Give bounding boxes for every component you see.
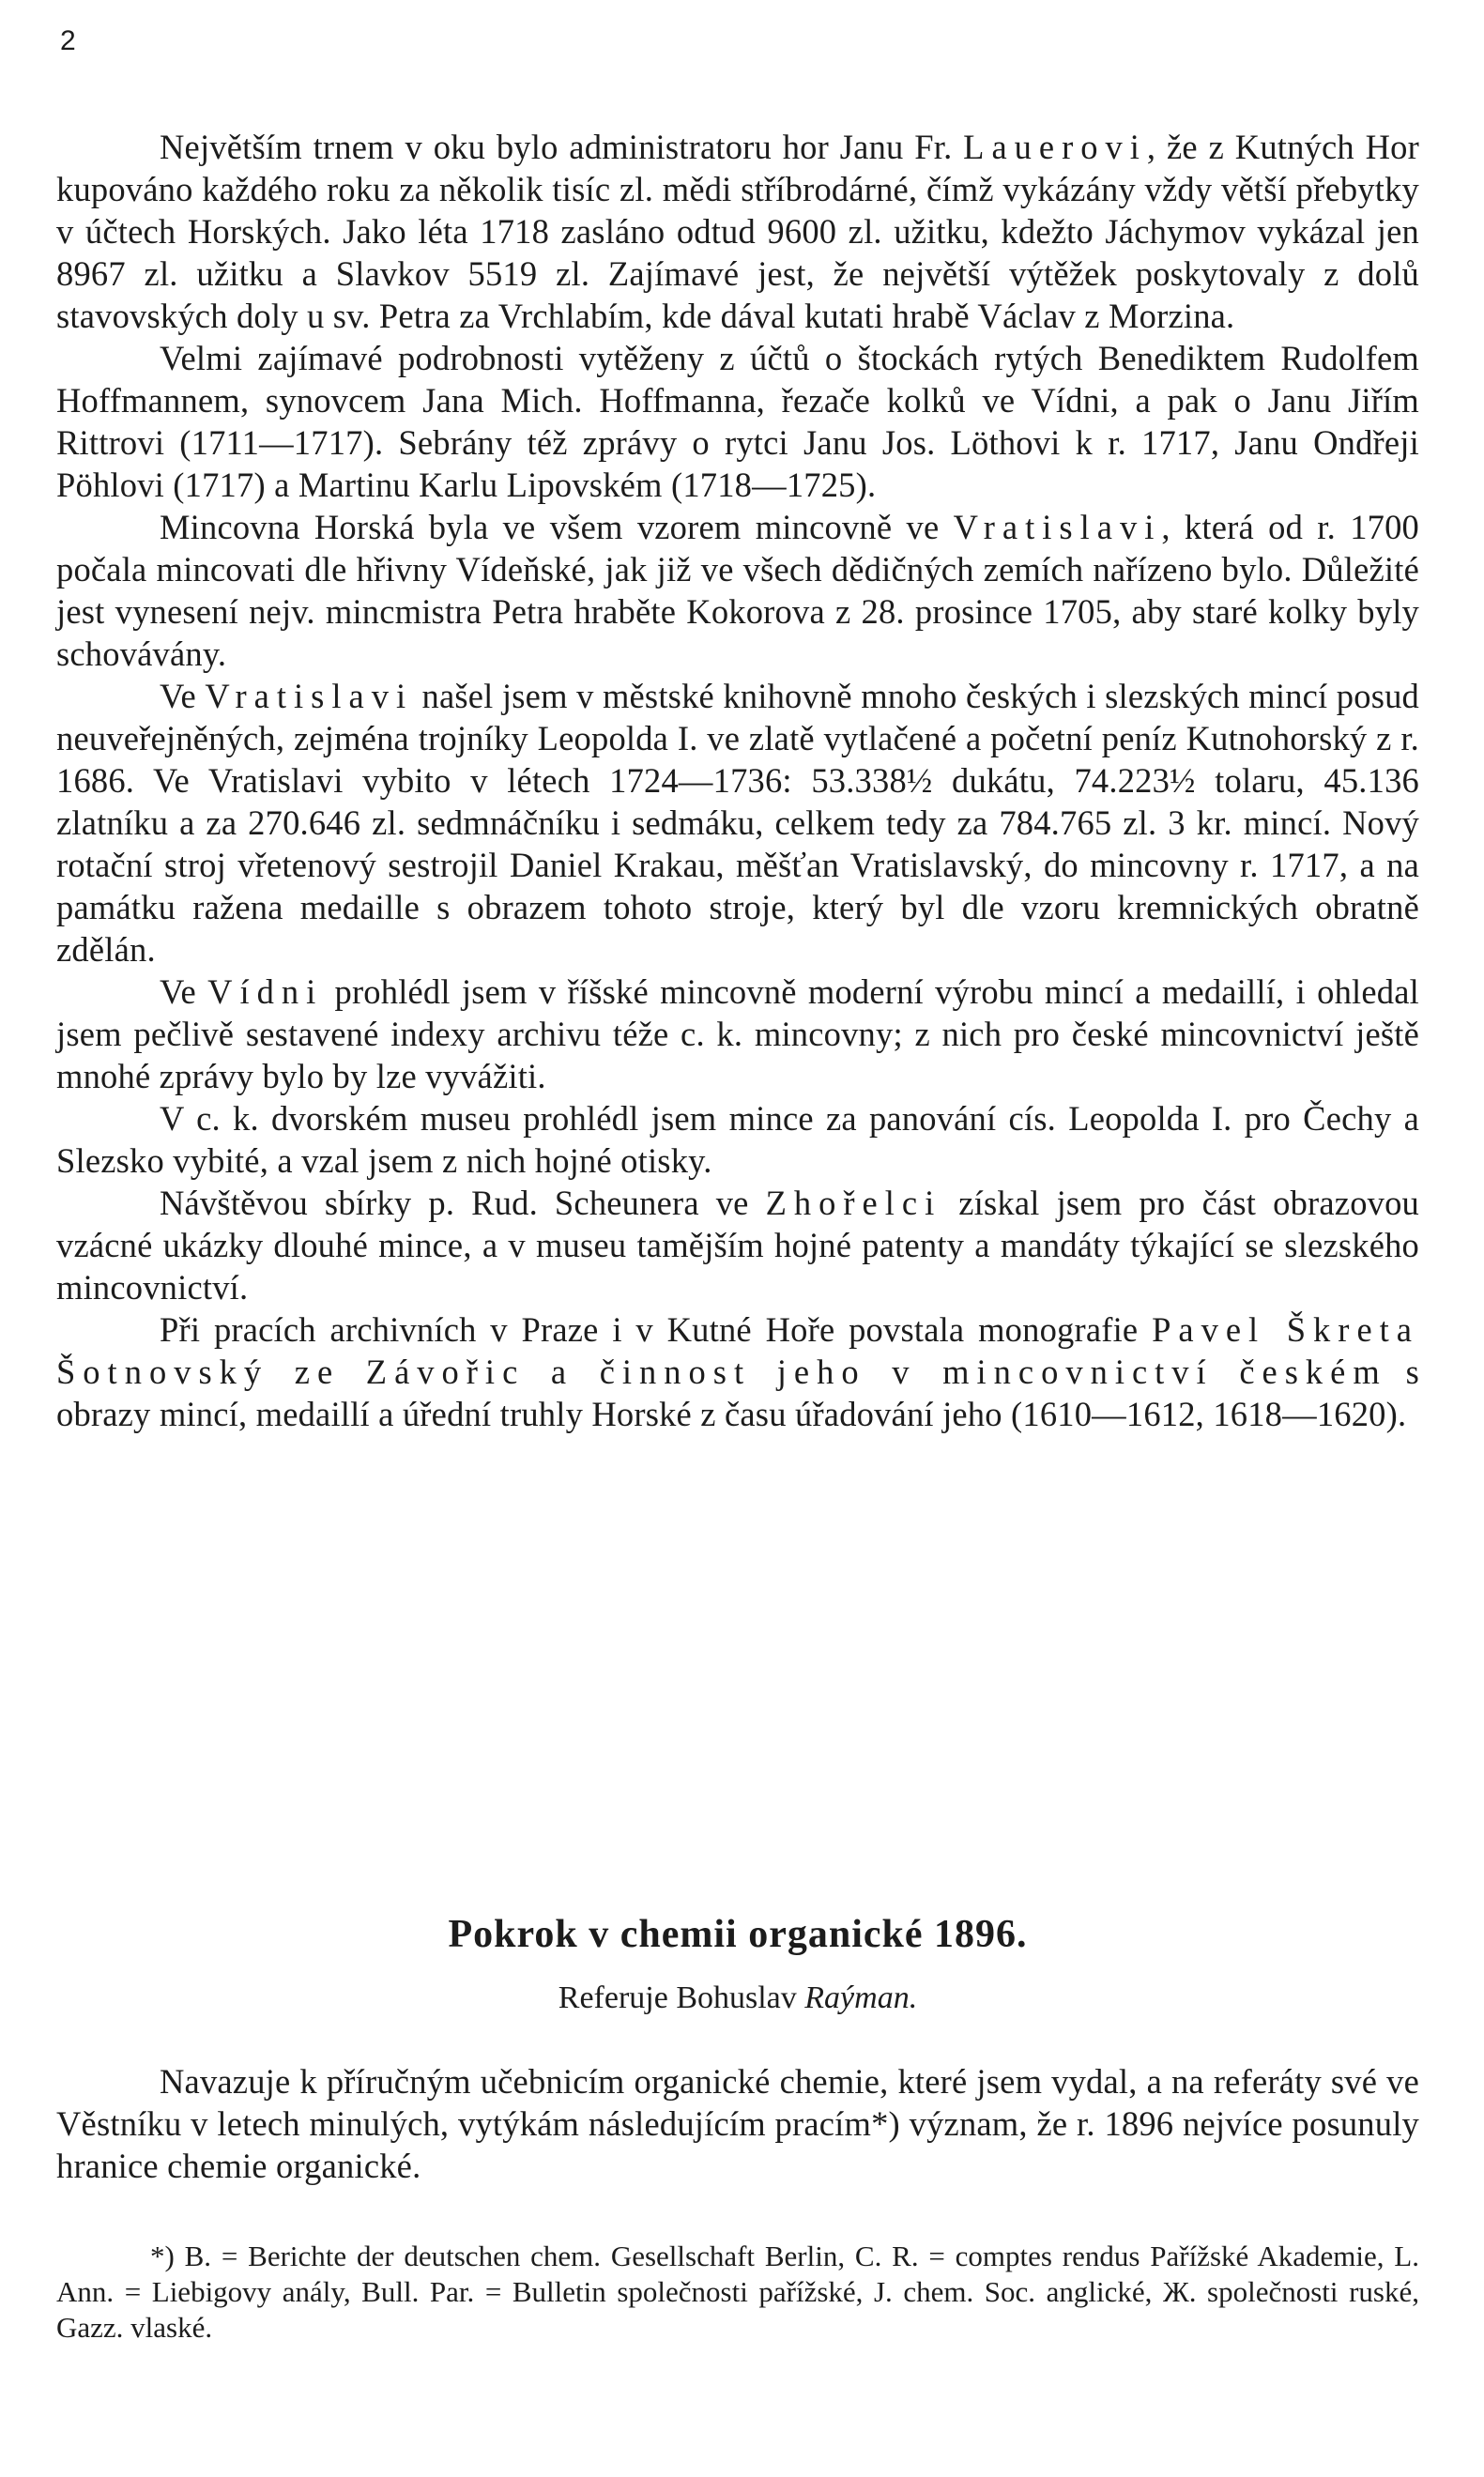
section-author — [56, 1978, 1419, 2019]
article-body — [56, 126, 1419, 1435]
chemistry-section — [56, 1910, 1419, 2187]
paragraph: Mincovna Horská byla ve všem vzorem mincovně ve Vratislavi, která od r. 1700 počala mincovati dle hřivny Vídeňské, jak již ve všech dědičných zemích nařízeno bylo. Důležité jest vynesení nejv. mincmistra Petra hraběte Kokorova z 28. prosince 1705, aby staré kolky byly schovávány. — [56, 508, 1420, 673]
page-number: 2 — [60, 25, 76, 56]
paragraph: V c. k. dvorském museu prohlédl jsem mince za panování cís. Leopolda I. pro Čechy a Slezsko vybité, a vzal jsem z nich hojné otisky. — [56, 1099, 1419, 1180]
footnote: *) B. = Berichte der deutschen chem. Gesellschaft Berlin, C. R. = comptes rendus Pařížské Akademie, L. Ann. = Liebigovy anály, Bull. Par. = Bulletin společnosti pařížské, J. chem. Soc. anglické, Ж. společnosti ruské, Gazz. vlaské. — [56, 2240, 1419, 2344]
author-name: Raýman. — [804, 1980, 918, 2015]
paragraph: Ve Vídni prohlédl jsem v říšské mincovně moderní výrobu mincí a medaillí, i ohledal jsem pečlivě sestavené indexy archivu téže c. k. mincovny; z nich pro české mincovnictví ještě mnohé zprávy bylo by lze vyvážiti. — [56, 972, 1419, 1095]
section-title: Pokrok v chemii organické 1896. — [448, 1913, 1028, 1956]
paragraph: Návštěvou sbírky p. Rud. Scheunera ve Zhořelci získal jsem pro část obrazovou vzácné ukázky dlouhé mince, a v museu tamějším hojné patenty a mandáty týkající se slezského mincovnictví. — [56, 1184, 1419, 1307]
author-prefix: Referuje Bohuslav — [558, 1980, 797, 2015]
paragraph: Ve Vratislavi našel jsem v městské knihovně mnoho českých i slezských mincí posud neuveřejněných, zejména trojníky Leopolda I. ve zlatě vytlačené a početní peníz Kutnohorský z r. 1686. Ve Vratislavi vybito v létech 1724—1736: 53.338½ dukátu, 74.223½ tolaru, 45.136 zlatníku a za 270.646 zl. sedmnáčníku i sedmáku, celkem tedy za 784.765 zl. 3 kr. mincí. Nový rotační stroj vřetenový sestrojil Daniel Krakau, měšťan Vratislavský, do mincovny r. 1717, a na památku ražena medaille s obrazem tohoto stroje, který byl dle vzoru kremnických obratně zdělán. — [56, 677, 1420, 969]
paragraph: Při pracích archivních v Praze i v Kutné Hoře povstala monografie Pavel Škreta Šotnovský ze Závořic a činnost jeho v mincovnictví českém s obrazy mincí, medaillí a úřední truhly Horské z času úřadování jeho (1610—1612, 1618—1620). — [56, 1310, 1419, 1433]
section-body: Navazuje k příručným učebnicím organické chemie, které jsem vydal, a na referáty své ve Věstníku v letech minulých, vytýkám následujícím pracím*) význam, že r. 1896 nejvíce posunuly hranice chemie organické. — [56, 2062, 1419, 2185]
paragraph: Velmi zajímavé podrobnosti vytěženy z účtů o štockách rytých Benediktem Rudolfem Hoffmannem, synovcem Jana Mich. Hoffmanna, řezače kolků ve Vídni, a pak o Janu Jiřím Rittrovi (1711—1717). Sebrány též zprávy o rytci Janu Jos. Löthovi k r. 1717, Janu Ondřeji Pöhlovi (1717) a Martinu Karlu Lipovském (1718—1725). — [56, 339, 1419, 504]
paragraph: Největším trnem v oku bylo administratoru hor Janu Fr. Lauerovi, že z Kutných Hor kupováno každého roku za několik tisíc zl. mědi stříbrodárné, čímž vykázány vždy větší přebytky v účtech Horských. Jako léta 1718 zasláno odtud 9600 zl. užitku, kdežto Jáchymov vykázal jen 8967 zl. užitku a Slavkov 5519 zl. Zajímavé jest, že největší výtěžek poskytovaly z dolů stavovských doly u sv. Petra za Vrchlabím, kde dával kutati hrabě Václav z Morzina. — [56, 128, 1419, 335]
